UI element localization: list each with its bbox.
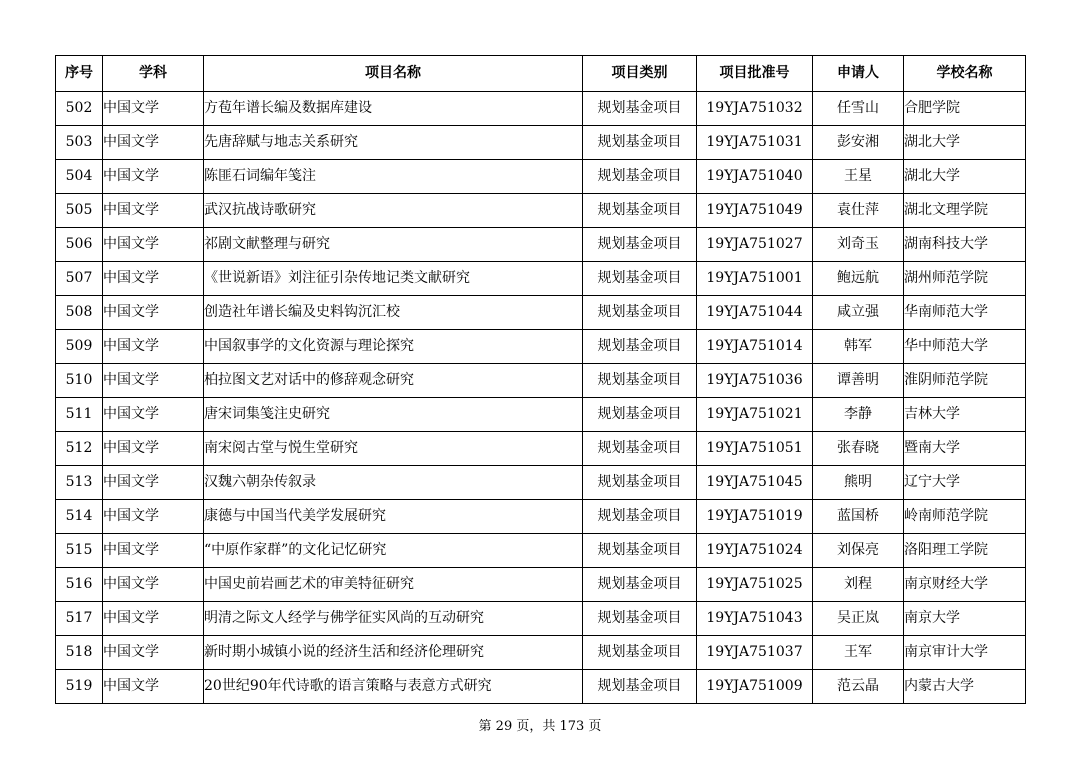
cell-index: 512	[56, 432, 103, 466]
cell-discipline: 中国文学	[103, 296, 204, 330]
cell-applicant: 王军	[813, 636, 904, 670]
cell-applicant: 刘奇玉	[813, 228, 904, 262]
cell-index: 519	[56, 670, 103, 704]
cell-applicant: 李静	[813, 398, 904, 432]
cell-index: 517	[56, 602, 103, 636]
cell-school: 吉林大学	[904, 398, 1026, 432]
cell-approval-number: 19YJA751009	[697, 670, 813, 704]
project-table	[55, 55, 1026, 704]
cell-project-type: 规划基金项目	[583, 500, 697, 534]
cell-index: 511	[56, 398, 103, 432]
cell-index: 504	[56, 160, 103, 194]
cell-approval-number: 19YJA751036	[697, 364, 813, 398]
cell-school: 内蒙古大学	[904, 670, 1026, 704]
cell-discipline: 中国文学	[103, 670, 204, 704]
page-footer: 第 29 页，共 173 页	[478, 719, 602, 734]
header-index: 序号	[56, 56, 103, 92]
cell-discipline: 中国文学	[103, 636, 204, 670]
cell-discipline: 中国文学	[103, 92, 204, 126]
cell-discipline: 中国文学	[103, 126, 204, 160]
table-row	[56, 126, 1026, 160]
cell-applicant: 谭善明	[813, 364, 904, 398]
cell-project-type: 规划基金项目	[583, 228, 697, 262]
cell-project-type: 规划基金项目	[583, 568, 697, 602]
cell-discipline: 中国文学	[103, 534, 204, 568]
cell-discipline: 中国文学	[103, 160, 204, 194]
cell-approval-number: 19YJA751031	[697, 126, 813, 160]
table-row	[56, 602, 1026, 636]
table-header-row	[56, 56, 1026, 92]
header-school: 学校名称	[904, 56, 1026, 92]
cell-discipline: 中国文学	[103, 466, 204, 500]
cell-project-type: 规划基金项目	[583, 466, 697, 500]
cell-school: 南京大学	[904, 602, 1026, 636]
cell-school: 南京财经大学	[904, 568, 1026, 602]
cell-applicant: 袁仕萍	[813, 194, 904, 228]
cell-approval-number: 19YJA751025	[697, 568, 813, 602]
cell-discipline: 中国文学	[103, 398, 204, 432]
header-applicant: 申请人	[813, 56, 904, 92]
cell-discipline: 中国文学	[103, 500, 204, 534]
table-row	[56, 398, 1026, 432]
cell-discipline: 中国文学	[103, 330, 204, 364]
table-row	[56, 636, 1026, 670]
table-row	[56, 670, 1026, 704]
cell-approval-number: 19YJA751019	[697, 500, 813, 534]
cell-index: 510	[56, 364, 103, 398]
cell-index: 509	[56, 330, 103, 364]
cell-school: 辽宁大学	[904, 466, 1026, 500]
header-discipline: 学科	[103, 56, 204, 92]
cell-project-type: 规划基金项目	[583, 160, 697, 194]
cell-project-type: 规划基金项目	[583, 296, 697, 330]
cell-school: 华中师范大学	[904, 330, 1026, 364]
cell-index: 508	[56, 296, 103, 330]
cell-project-name: 明清之际文人经学与佛学征实风尚的互动研究	[204, 602, 583, 636]
cell-project-type: 规划基金项目	[583, 636, 697, 670]
table-row	[56, 364, 1026, 398]
cell-applicant: 彭安湘	[813, 126, 904, 160]
cell-applicant: 刘保亮	[813, 534, 904, 568]
cell-index: 503	[56, 126, 103, 160]
cell-project-type: 规划基金项目	[583, 534, 697, 568]
cell-discipline: 中国文学	[103, 364, 204, 398]
cell-approval-number: 19YJA751040	[697, 160, 813, 194]
cell-index: 516	[56, 568, 103, 602]
cell-discipline: 中国文学	[103, 602, 204, 636]
cell-approval-number: 19YJA751044	[697, 296, 813, 330]
cell-approval-number: 19YJA751043	[697, 602, 813, 636]
cell-project-name: 唐宋词集笺注史研究	[204, 398, 583, 432]
header-approval-number: 项目批准号	[697, 56, 813, 92]
cell-approval-number: 19YJA751051	[697, 432, 813, 466]
cell-project-name: 中国史前岩画艺术的审美特征研究	[204, 568, 583, 602]
cell-project-type: 规划基金项目	[583, 432, 697, 466]
header-project-name: 项目名称	[204, 56, 583, 92]
cell-approval-number: 19YJA751045	[697, 466, 813, 500]
cell-index: 513	[56, 466, 103, 500]
cell-project-type: 规划基金项目	[583, 602, 697, 636]
cell-applicant: 张春晓	[813, 432, 904, 466]
cell-index: 505	[56, 194, 103, 228]
cell-project-name: 南宋阅古堂与悦生堂研究	[204, 432, 583, 466]
cell-school: 湖州师范学院	[904, 262, 1026, 296]
cell-school: 暨南大学	[904, 432, 1026, 466]
table-row	[56, 534, 1026, 568]
cell-project-name: 先唐辞赋与地志关系研究	[204, 126, 583, 160]
table-row	[56, 330, 1026, 364]
cell-applicant: 熊明	[813, 466, 904, 500]
cell-school: 湖北文理学院	[904, 194, 1026, 228]
cell-approval-number: 19YJA751014	[697, 330, 813, 364]
cell-applicant: 范云晶	[813, 670, 904, 704]
cell-school: 湖南科技大学	[904, 228, 1026, 262]
cell-project-type: 规划基金项目	[583, 92, 697, 126]
cell-project-name: 汉魏六朝杂传叙录	[204, 466, 583, 500]
table-row	[56, 92, 1026, 126]
cell-index: 507	[56, 262, 103, 296]
cell-school: 华南师范大学	[904, 296, 1026, 330]
cell-school: 合肥学院	[904, 92, 1026, 126]
cell-school: 湖北大学	[904, 160, 1026, 194]
cell-project-name: 新时期小城镇小说的经济生活和经济伦理研究	[204, 636, 583, 670]
cell-school: 淮阴师范学院	[904, 364, 1026, 398]
table-row	[56, 568, 1026, 602]
cell-approval-number: 19YJA751021	[697, 398, 813, 432]
cell-index: 518	[56, 636, 103, 670]
table-row	[56, 500, 1026, 534]
cell-school: 岭南师范学院	[904, 500, 1026, 534]
cell-applicant: 韩军	[813, 330, 904, 364]
table-row	[56, 194, 1026, 228]
table-row	[56, 262, 1026, 296]
cell-applicant: 吴正岚	[813, 602, 904, 636]
header-project-type: 项目类别	[583, 56, 697, 92]
cell-project-name: 创造社年谱长编及史料钩沉汇校	[204, 296, 583, 330]
cell-project-name: “中原作家群”的文化记忆研究	[204, 534, 583, 568]
table-row	[56, 160, 1026, 194]
cell-project-name: 20世纪90年代诗歌的语言策略与表意方式研究	[204, 670, 583, 704]
cell-discipline: 中国文学	[103, 568, 204, 602]
cell-project-type: 规划基金项目	[583, 262, 697, 296]
table-row	[56, 432, 1026, 466]
cell-approval-number: 19YJA751037	[697, 636, 813, 670]
cell-project-name: 柏拉图文艺对话中的修辞观念研究	[204, 364, 583, 398]
cell-applicant: 任雪山	[813, 92, 904, 126]
cell-approval-number: 19YJA751027	[697, 228, 813, 262]
cell-discipline: 中国文学	[103, 432, 204, 466]
cell-school: 南京审计大学	[904, 636, 1026, 670]
cell-school: 湖北大学	[904, 126, 1026, 160]
table-row	[56, 466, 1026, 500]
cell-project-name: 《世说新语》刘注征引杂传地记类文献研究	[204, 262, 583, 296]
cell-discipline: 中国文学	[103, 262, 204, 296]
cell-approval-number: 19YJA751032	[697, 92, 813, 126]
cell-applicant: 王星	[813, 160, 904, 194]
cell-applicant: 咸立强	[813, 296, 904, 330]
cell-applicant: 鲍远航	[813, 262, 904, 296]
cell-discipline: 中国文学	[103, 228, 204, 262]
cell-project-type: 规划基金项目	[583, 398, 697, 432]
cell-school: 洛阳理工学院	[904, 534, 1026, 568]
cell-index: 514	[56, 500, 103, 534]
cell-index: 515	[56, 534, 103, 568]
cell-project-name: 武汉抗战诗歌研究	[204, 194, 583, 228]
cell-index: 506	[56, 228, 103, 262]
cell-project-name: 祁剧文献整理与研究	[204, 228, 583, 262]
cell-project-name: 中国叙事学的文化资源与理论探究	[204, 330, 583, 364]
cell-project-name: 陈匪石词编年笺注	[204, 160, 583, 194]
cell-applicant: 刘程	[813, 568, 904, 602]
cell-project-name: 康德与中国当代美学发展研究	[204, 500, 583, 534]
cell-index: 502	[56, 92, 103, 126]
table-row	[56, 296, 1026, 330]
cell-project-type: 规划基金项目	[583, 364, 697, 398]
cell-project-type: 规划基金项目	[583, 330, 697, 364]
cell-project-type: 规划基金项目	[583, 670, 697, 704]
cell-project-type: 规划基金项目	[583, 126, 697, 160]
cell-applicant: 蓝国桥	[813, 500, 904, 534]
cell-approval-number: 19YJA751024	[697, 534, 813, 568]
cell-approval-number: 19YJA751049	[697, 194, 813, 228]
table-row	[56, 228, 1026, 262]
cell-project-type: 规划基金项目	[583, 194, 697, 228]
cell-approval-number: 19YJA751001	[697, 262, 813, 296]
cell-discipline: 中国文学	[103, 194, 204, 228]
cell-project-name: 方苞年谱长编及数据库建设	[204, 92, 583, 126]
